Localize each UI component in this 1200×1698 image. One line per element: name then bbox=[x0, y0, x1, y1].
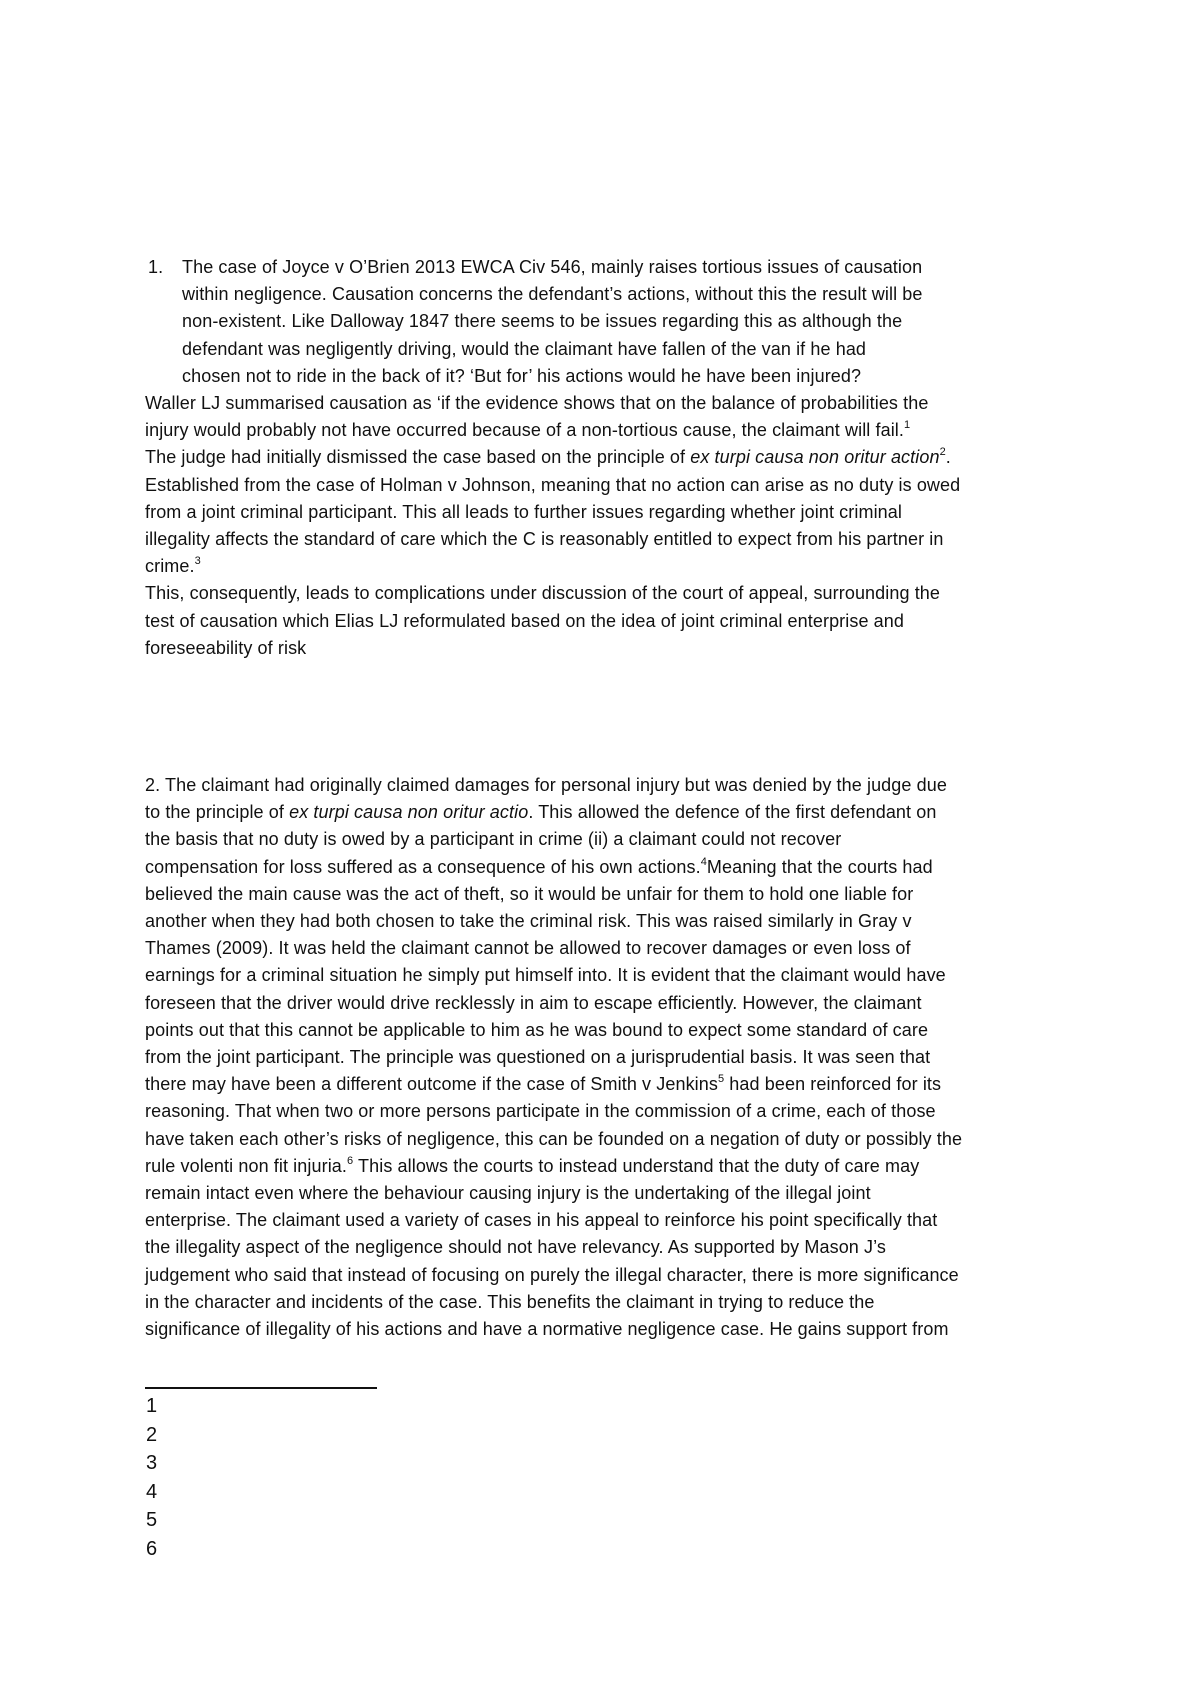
text-line: enterprise. The claimant used a variety of cases in his appeal to reinforce his point specifically that bbox=[145, 1210, 938, 1231]
text-line: within negligence. Causation concerns the defendant’s actions, without this the result will be bbox=[182, 284, 923, 305]
text-line: The judge had initially dismissed the case based on the principle of ex turpi causa non oritur action$^2$. bbox=[145, 446, 951, 468]
text-line: This, consequently, leads to complications under discussion of the court of appeal, surrounding the bbox=[145, 583, 941, 604]
text-line: illegality affects the standard of care which the C is reasonably entitled to expect from his partner in bbox=[145, 529, 944, 550]
footnote-number: 2 bbox=[146, 1423, 158, 1446]
footnote-ref: 6 bbox=[347, 1154, 354, 1167]
text-line: Thames (2009). It was held the claimant cannot be allowed to recover damages or even loss of bbox=[145, 938, 911, 959]
text-line: defendant was negligently driving, would the claimant have fallen of the van if he had bbox=[182, 338, 867, 359]
text-line: rule volenti non fit injuria.$^6$ This allows the courts to instead understand that the duty of care may bbox=[145, 1154, 920, 1176]
text-line: judgement who said that instead of focusing on purely the illegal character, there is more significance bbox=[145, 1264, 959, 1285]
text-line: Waller LJ summarised causation as ‘if the evidence shows that on the balance of probabilities the bbox=[145, 393, 929, 413]
footnote-ref: 2 bbox=[939, 446, 946, 459]
text-line: foreseen that the driver would drive recklessly in aim to escape efficiently. However, the claimant bbox=[145, 992, 922, 1013]
text-line: injury would probably not have occurred because of a non-tortious cause, the claimant will fail.$^1$ bbox=[145, 419, 911, 441]
text-line: earnings for a criminal situation he simply put himself into. It is evident that the claimant would have bbox=[145, 965, 946, 986]
footnote-ref: 3 bbox=[194, 555, 201, 568]
paragraph-causation bbox=[145, 390, 1075, 662]
text-line: the basis that no duty is owed by a participant in crime (ii) a claimant could not recover bbox=[145, 829, 842, 850]
text-line: in the character and incidents of the case. This benefits the claimant in trying to reduce the bbox=[145, 1291, 875, 1312]
footnote-number: 5 bbox=[146, 1509, 158, 1532]
text-line: crime.$^3$ bbox=[145, 555, 201, 577]
footnote-ref: 4 bbox=[700, 855, 707, 868]
text-line: 2. The claimant had originally claimed damages for personal injury but was denied by the judge due bbox=[145, 775, 947, 795]
footnotes-list bbox=[146, 1392, 157, 1564]
numbered-paragraph-1 bbox=[148, 254, 1062, 390]
footnote-separator bbox=[145, 1387, 377, 1389]
text-line: remain intact even where the behaviour causing injury is the undertaking of the illegal joint bbox=[145, 1183, 871, 1204]
text-line: foreseeability of risk bbox=[145, 637, 307, 658]
text-line: compensation for loss suffered as a consequence of his own actions.$^4$Meaning that the courts had bbox=[145, 855, 933, 877]
footnote-number: 6 bbox=[146, 1537, 158, 1560]
paragraph-2 bbox=[145, 772, 1075, 1343]
text-line: reasoning. That when two or more persons participate in the commission of a crime, each of those bbox=[145, 1101, 936, 1122]
text-line: test of causation which Elias LJ reformulated based on the idea of joint criminal enterprise and bbox=[145, 610, 905, 631]
text-line: believed the main cause was the act of theft, so it would be unfair for them to hold one liable for bbox=[145, 883, 914, 904]
text-line: from a joint criminal participant. This all leads to further issues regarding whether joint criminal bbox=[145, 501, 902, 522]
text-line: another when they had both chosen to take the criminal risk. This was raised similarly in Gray v bbox=[145, 911, 912, 932]
footnote-number: 1 bbox=[146, 1395, 158, 1417]
text-line: from the joint participant. The principle was questioned on a jurisprudential basis. It was seen that bbox=[145, 1047, 931, 1068]
text-line: non-existent. Like Dalloway 1847 there seems to be issues regarding this as although the bbox=[182, 311, 903, 332]
latin-phrase: ex turpi causa non oritur action bbox=[690, 447, 940, 468]
text-line: points out that this cannot be applicable to him as he was bound to expect some standard of care bbox=[145, 1019, 929, 1040]
text-line: Established from the case of Holman v Johnson, meaning that no action can arise as no duty is owed bbox=[145, 474, 961, 495]
text-line: have taken each other’s risks of negligence, this can be founded on a negation of duty or possibly the bbox=[145, 1128, 963, 1149]
list-number: 1. bbox=[148, 257, 164, 277]
footnote-ref: 1 bbox=[904, 419, 911, 432]
text-line: the illegality aspect of the negligence should not have relevancy. As supported by Mason J’s bbox=[145, 1237, 886, 1258]
footnote-number: 4 bbox=[146, 1480, 158, 1503]
text-line: The case of Joyce v O’Brien 2013 EWCA Civ 546, mainly raises tortious issues of causation bbox=[182, 257, 923, 277]
text-line: chosen not to ride in the back of it? ‘But for’ his actions would he have been injured? bbox=[182, 365, 862, 386]
text-line: there may have been a different outcome if the case of Smith v Jenkins$^5$ had been reinforced for its bbox=[145, 1073, 942, 1095]
text-line: significance of illegality of his actions and have a normative negligence case. He gains support from bbox=[145, 1319, 949, 1340]
latin-phrase: ex turpi causa non oritur actio bbox=[289, 802, 529, 823]
footnote-number: 3 bbox=[146, 1452, 158, 1475]
text-line: to the principle of ex turpi causa non oritur actio. This allowed the defence of the first defendant on bbox=[145, 802, 937, 823]
footnote-ref: 5 bbox=[717, 1073, 725, 1086]
